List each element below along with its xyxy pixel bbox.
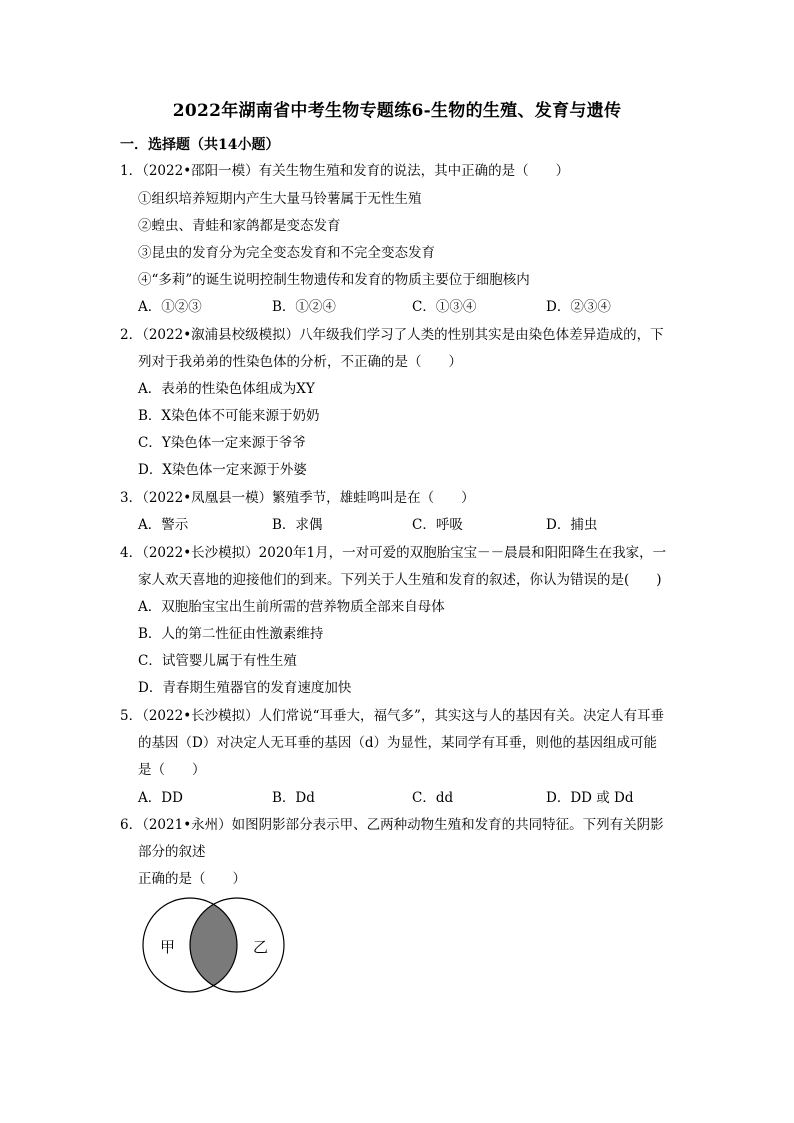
question-4-stem-line-2: 家人欢天喜地的迎接他们的到来。下列关于人生殖和发育的叙述，你认为错误的是( ) <box>138 572 662 588</box>
question-5-option-d: D．DD 或 Dd <box>546 790 634 806</box>
question-5-stem-line-2: 的基因（D）对决定人无耳垂的基因（d）为显性，某同学有耳垂，则他的基因组成可能 <box>138 735 657 751</box>
question-1-item-2: ②蝗虫、青蛙和家鸽都是变态发育 <box>138 218 341 234</box>
question-1-option-c: C．①③④ <box>412 299 477 315</box>
question-5-option-a: A．DD <box>138 790 183 806</box>
question-4-option-b: B．人的第二性征由性激素维持 <box>138 626 324 642</box>
question-4-stem-line-1: 4．（2022•长沙模拟）2020年1月，一对可爱的双胞胎宝宝－－晨晨和阳阳降生在我家，一 <box>120 545 667 561</box>
venn-label-left: 甲 <box>160 938 176 956</box>
question-1-item-3: ③昆虫的发育分为完全变态发育和不完全变态发育 <box>138 245 435 261</box>
question-1-item-4: ④“多莉”的诞生说明控制生物遗传和发育的物质主要位于细胞核内 <box>138 272 530 288</box>
venn-label-right: 乙 <box>253 938 269 956</box>
question-2-stem-line-1: 2．（2022•溆浦县校级模拟）八年级我们学习了人类的性别其实是由染色体差异造成的，下 <box>120 327 664 343</box>
question-2-option-c: C．Y染色体一定来源于爷爷 <box>138 435 306 451</box>
venn-diagram <box>140 895 290 995</box>
question-5-option-c: C．dd <box>412 790 454 806</box>
question-5-option-b: B．Dd <box>272 790 315 806</box>
question-1-option-d: D．②③④ <box>546 299 611 315</box>
page-title: 2022年湖南省中考生物专题练6-生物的生殖、发育与遗传 <box>172 101 622 121</box>
question-6-stem-line-1: 6．（2021•永州）如图阴影部分表示甲、乙两种动物生殖和发育的共同特征。下列有关阴影 <box>120 817 664 833</box>
question-4-option-a: A．双胞胎宝宝出生前所需的营养物质全部来自母体 <box>138 599 445 615</box>
question-1-stem: 1．（2022•邵阳一模）有关生物生殖和发育的说法，其中正确的是（ ） <box>120 163 570 179</box>
question-4-option-d: D．青春期生殖器官的发育速度加快 <box>138 680 352 696</box>
question-3-option-d: D．捕虫 <box>546 517 598 533</box>
question-6-stem-line-2: 部分的叙述 <box>138 844 206 860</box>
question-2-option-d: D．X染色体一定来源于外婆 <box>138 462 307 478</box>
question-2-option-a: A．表弟的性染色体组成为XY <box>138 381 315 397</box>
question-3-stem: 3．（2022•凤凰县一模）繁殖季节，雄蛙鸣叫是在（ ） <box>120 490 475 506</box>
question-5-stem-line-1: 5．（2022•长沙模拟）人们常说“耳垂大，福气多”，其实这与人的基因有关。决定人有耳垂 <box>120 708 664 724</box>
question-1-option-b: B．①②④ <box>272 299 336 315</box>
question-1-item-1: ①组织培养短期内产生大量马铃薯属于无性生殖 <box>138 191 422 207</box>
question-3-option-c: C．呼吸 <box>412 517 463 533</box>
question-6-stem-line-3: 正确的是（ ） <box>138 871 246 887</box>
question-2-option-b: B．X染色体不可能来源于奶奶 <box>138 408 320 424</box>
question-5-stem-line-3: 是（ ） <box>138 762 206 778</box>
question-1-option-a: A．①②③ <box>138 299 202 315</box>
section-heading: 一．选择题（共14小题） <box>120 137 280 153</box>
question-3-option-b: B．求偶 <box>272 517 323 533</box>
question-4-option-c: C．试管婴儿属于有性生殖 <box>138 653 297 669</box>
question-3-option-a: A．警示 <box>138 517 189 533</box>
question-2-stem-line-2: 列对于我弟弟的性染色体的分析，不正确的是（ ） <box>138 354 462 370</box>
